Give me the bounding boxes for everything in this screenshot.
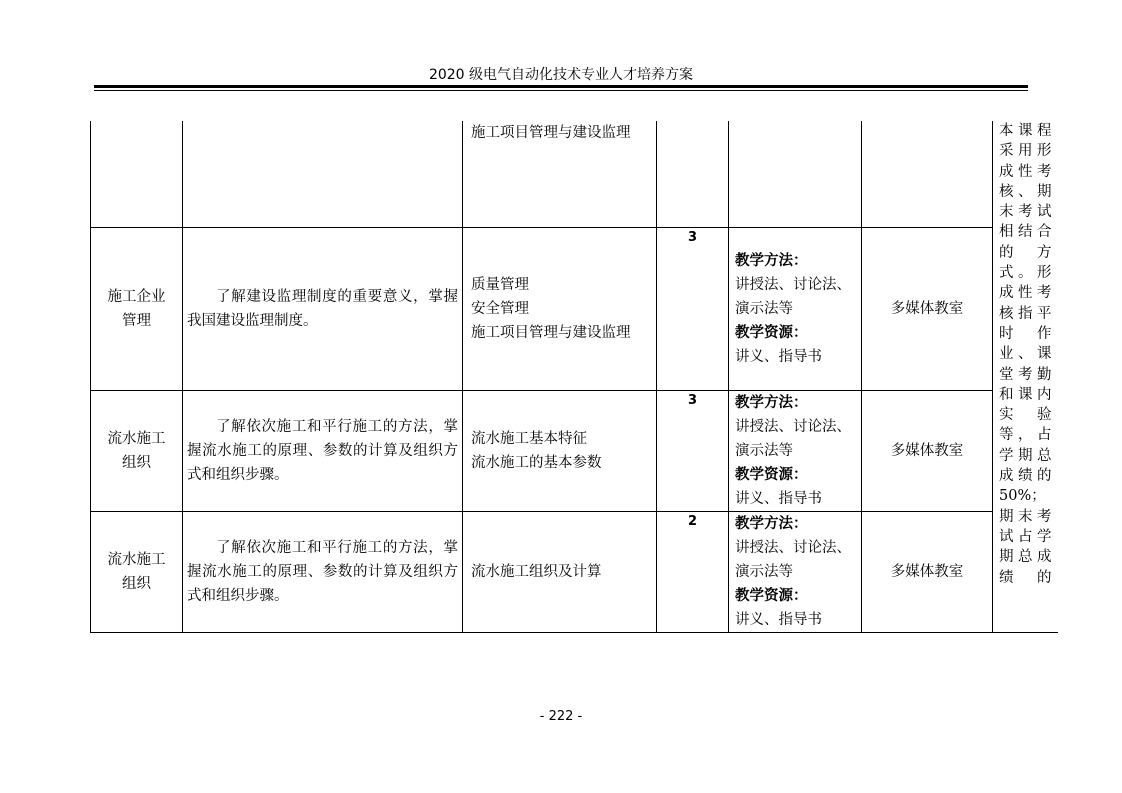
module-label: 施工企业管理	[107, 288, 166, 329]
hours-cell	[657, 121, 729, 227]
resource-text: 讲义、指导书	[735, 348, 822, 365]
assessment-cell: 本课程采用形成性考核、期末考试相结合的方式。形成性考核指平时作业、课堂考勤和课内实验等，占学期总成绩的50%；期末考试占学期总成绩的	[993, 121, 1058, 632]
method-cell	[729, 121, 862, 227]
method-text: 讲授法、讨论法、演示法等	[735, 539, 851, 580]
method-cell	[729, 390, 862, 511]
resource-text: 讲义、指导书	[735, 490, 822, 507]
page-header-title: 2020 级电气自动化技术专业人才培养方案	[428, 67, 694, 83]
method-cell	[729, 511, 862, 632]
hours-cell: 3	[657, 227, 729, 390]
topics-cell	[463, 227, 657, 390]
resource-title: 教学资源：	[735, 586, 808, 604]
objective-cell	[183, 121, 463, 227]
method-title: 教学方法：	[735, 393, 808, 411]
method-text: 讲授法、讨论法、演示法等	[735, 276, 851, 317]
topic-item: 流水施工基本特征	[471, 430, 587, 447]
method-title: 教学方法：	[735, 251, 808, 269]
course-table	[90, 121, 1058, 633]
resource-title: 教学资源：	[735, 323, 808, 341]
header-rule-thick	[94, 85, 1028, 88]
hours-cell: 3	[657, 390, 729, 511]
table-row	[91, 227, 1058, 390]
module-label: 流水施工组织	[107, 430, 166, 471]
topic-item: 流水施工组织及计算	[471, 563, 602, 580]
venue-cell: 多媒体教室	[862, 390, 993, 511]
page-number: - 222 -	[539, 709, 583, 724]
module-cell	[91, 121, 183, 227]
topic-item: 流水施工的基本参数	[471, 454, 602, 471]
table-row	[91, 511, 1058, 632]
topics-cell	[463, 121, 657, 227]
module-cell	[91, 227, 183, 390]
method-text: 讲授法、讨论法、演示法等	[735, 418, 851, 459]
resource-text: 讲义、指导书	[735, 611, 822, 628]
topic-item: 质量管理	[471, 276, 529, 293]
method-cell	[729, 227, 862, 390]
module-label: 流水施工组织	[107, 551, 166, 592]
topics-cell	[463, 511, 657, 632]
topic-item: 安全管理	[471, 300, 529, 317]
table-row	[91, 121, 1058, 227]
venue-cell	[862, 121, 993, 227]
module-cell	[91, 390, 183, 511]
hours-cell: 2	[657, 511, 729, 632]
topics-cell	[463, 390, 657, 511]
objective-cell: 了解建设监理制度的重要意义，掌握我国建设监理制度。	[183, 227, 463, 390]
objective-cell: 了解依次施工和平行施工的方法，掌握流水施工的原理、参数的计算及组织方式和组织步骤。	[183, 390, 463, 511]
topic-item: 施工项目管理与建设监理	[471, 324, 631, 341]
venue-cell: 多媒体教室	[862, 227, 993, 390]
objective-cell: 了解依次施工和平行施工的方法，掌握流水施工的原理、参数的计算及组织方式和组织步骤。	[183, 511, 463, 632]
header-rule-thin	[94, 90, 1028, 91]
resource-title: 教学资源：	[735, 465, 808, 483]
method-title: 教学方法：	[735, 514, 808, 532]
venue-cell: 多媒体教室	[862, 511, 993, 632]
table-row	[91, 390, 1058, 511]
topic-item: 施工项目管理与建设监理	[471, 125, 631, 141]
module-cell	[91, 511, 183, 632]
